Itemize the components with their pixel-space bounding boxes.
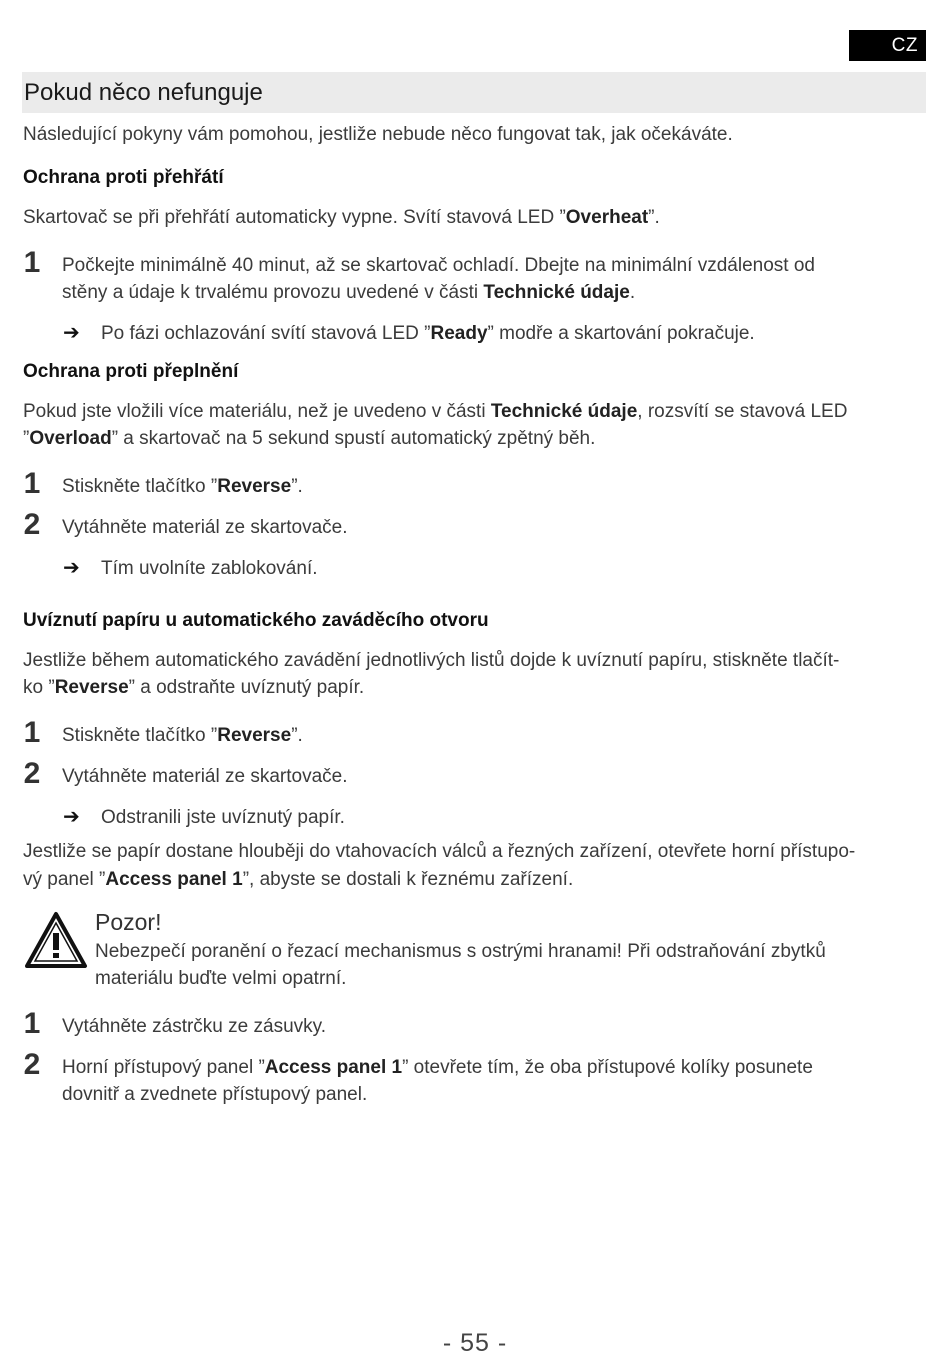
overload-step-2: Vytáhněte materiál ze skartovače. [62,517,348,538]
step-number: 2 [23,1048,41,1081]
step-number: 2 [23,508,41,541]
step-number: 2 [23,757,41,790]
paper-jam-paragraph-line-1: Jestliže během automatického zavádění jednotlivých listů dojde k uvíznutí papíru, stiskněte tlačít- [23,650,840,671]
overload-paragraph-line-1: Pokud jste vložili více materiálu, než je uvedeno v části Technické údaje, rozsvítí se stavová LED [23,401,848,422]
overload-paragraph-line-2: ”Overload” a skartovač na 5 sekund spustí automatický zpětný běh. [23,428,596,449]
step-number: 1 [23,467,41,500]
step-number: 1 [23,716,41,749]
warning-text-line-2: materiálu buďte velmi opatrní. [95,968,347,989]
arrow-right-icon: ➔ [63,322,80,344]
overload-result: Tím uvolníte zablokování. [101,558,318,579]
warning-title: Pozor! [95,909,162,935]
section-heading-overheat: Ochrana proti přehřátí [23,167,224,188]
language-badge [849,30,926,61]
warning-text-line-1: Nebezpečí poranění o řezací mechanismus s ostrými hranami! Při odstraňování zbytků [95,941,826,962]
overheat-step-1-line-1: Počkejte minimálně 40 minut, až se skartovač ochladí. Dbejte na minimální vzdálenost od [62,255,815,276]
arrow-right-icon: ➔ [63,557,80,579]
paper-jam-step-2: Vytáhněte materiál ze skartovače. [62,766,348,787]
paper-jam-step-1: Stiskněte tlačítko ”Reverse”. [62,725,303,746]
step-number: 1 [23,1007,41,1040]
access-panel-paragraph-line-2: vý panel ”Access panel 1”, abyste se dostali k řeznému zařízení. [23,869,574,890]
overheat-step-1-line-2: stěny a údaje k trvalému provozu uvedené v části Technické údaje. [62,282,636,303]
section-heading-overload: Ochrana proti přeplnění [23,361,239,382]
access-step-2-line-2: dovnitř a zvednete přístupový panel. [62,1084,368,1105]
intro-text: Následující pokyny vám pomohou, jestliže nebude něco fungovat tak, jak očekáváte. [23,124,733,145]
arrow-right-icon: ➔ [63,806,80,828]
language-code: CZ [891,34,918,56]
step-number: 1 [23,246,41,279]
paper-jam-result: Odstranili jste uvíznutý papír. [101,807,345,828]
overheat-result: Po fázi ochlazování svítí stavová LED ”Ready” modře a skartování pokračuje. [101,323,755,344]
section-heading-paper-jam: Uvíznutí papíru u automatického zaváděcího otvoru [23,610,489,631]
page-number: - 55 - [442,1329,508,1357]
access-panel-paragraph-line-1: Jestliže se papír dostane hlouběji do vtahovacích válců a řezných zařízení, otevřete horní přístupo- [23,841,856,862]
warning-triangle-icon [24,911,88,974]
page-title: Pokud něco nefunguje [22,72,926,113]
overheat-paragraph: Skartovač se při přehřátí automaticky vypne. Svítí stavová LED ”Overheat”. [23,207,660,228]
access-step-1: Vytáhněte zástrčku ze zásuvky. [62,1016,327,1037]
access-step-2-line-1: Horní přístupový panel ”Access panel 1” otevřete tím, že oba přístupové kolíky posunete [62,1057,813,1078]
overload-step-1: Stiskněte tlačítko ”Reverse”. [62,476,303,497]
paper-jam-paragraph-line-2: ko ”Reverse” a odstraňte uvíznutý papír. [23,677,365,698]
